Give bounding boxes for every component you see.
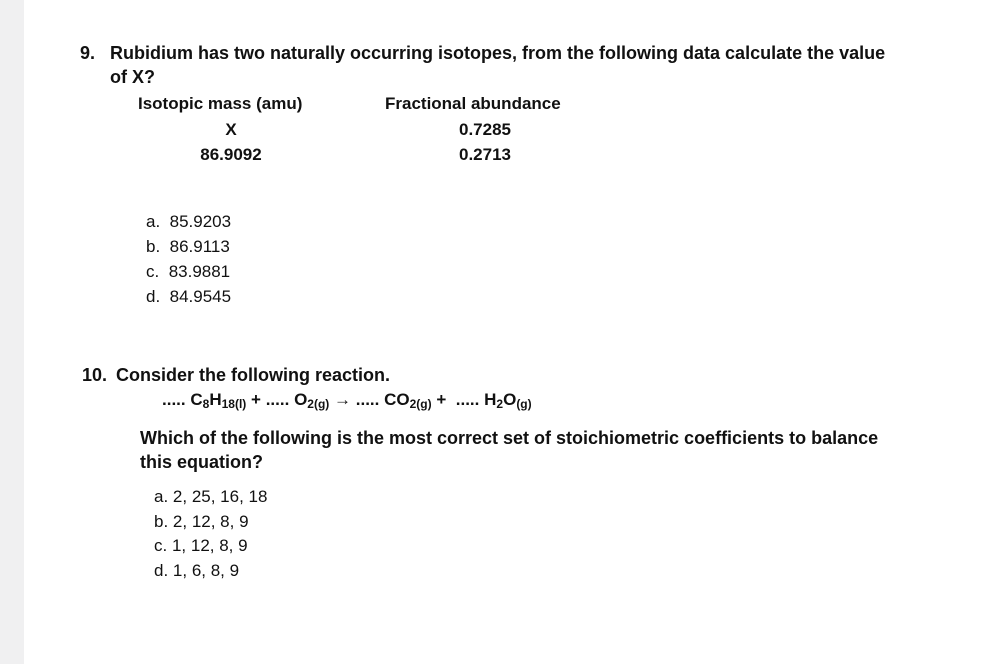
option-letter: c. (154, 536, 168, 555)
option-text: 1, 12, 8, 9 (171, 536, 248, 555)
table-cell-abundance-2: 0.2713 (459, 145, 511, 164)
option-text: 2, 12, 8, 9 (172, 512, 249, 531)
table-header-abundance: Fractional abundance (385, 94, 561, 113)
option-text: 86.9113 (169, 237, 230, 256)
option-letter: b. (154, 512, 169, 531)
reaction-arrow-icon: → (334, 390, 352, 409)
q9-option-d[interactable] (146, 287, 231, 307)
option-letter: d. (154, 561, 169, 580)
table-cell-mass-2: 86.9092 (200, 145, 262, 164)
option-letter: d. (146, 287, 161, 306)
blank-dots: ..... (265, 390, 290, 409)
reactant-oxygen: $O_{2(g)}$ (294, 390, 330, 411)
blank-dots: ..... (355, 390, 380, 409)
q10-option-b[interactable] (154, 512, 249, 532)
q10-number: 10. (82, 365, 108, 385)
option-text: 83.9881 (168, 262, 231, 281)
plus-sign: + (436, 390, 447, 409)
blank-dots: ..... (162, 390, 186, 409)
q9-option-a[interactable] (146, 212, 231, 232)
q9-number: 9. (80, 43, 96, 63)
product-co2: $CO_{2(g)}$ (384, 390, 432, 411)
table-header-mass: Isotopic mass (amu) (138, 94, 303, 113)
table-cell-mass-1: X (225, 120, 237, 139)
plus-sign: + (251, 390, 261, 409)
reactant-octane: $C_8H_{18(l)}$ (190, 390, 247, 411)
option-letter: b. (146, 237, 161, 256)
q9-prompt-line1: Rubidium has two naturally occurring isotopes, from the following data calculate the value (110, 43, 886, 63)
option-letter: c. (146, 262, 160, 281)
q10-equation (162, 390, 532, 410)
q9-option-c[interactable] (146, 262, 230, 282)
table-cell-abundance-1: 0.7285 (459, 120, 511, 139)
q10-question-line1: Which of the following is the most correct set of stoichiometric coefficients to balance (140, 428, 879, 448)
document-page (24, 0, 1001, 664)
option-text: 1, 6, 8, 9 (172, 561, 240, 580)
q10-intro: Consider the following reaction. (116, 365, 391, 385)
q10-option-c[interactable] (154, 536, 248, 556)
q9-option-b[interactable] (146, 237, 230, 257)
q10-question-line2: this equation? (140, 452, 263, 472)
option-letter: a. (146, 212, 161, 231)
q10-option-a[interactable] (154, 487, 267, 507)
option-letter: a. (154, 487, 169, 506)
product-water: $H_2O_{(g)}$ (484, 390, 532, 411)
blank-dots: ..... (455, 390, 480, 409)
q10-option-d[interactable] (154, 561, 239, 581)
q9-prompt-line2: of X? (110, 67, 155, 87)
option-text: 85.9203 (169, 212, 232, 231)
option-text: 2, 25, 16, 18 (172, 487, 268, 506)
option-text: 84.9545 (169, 287, 232, 306)
